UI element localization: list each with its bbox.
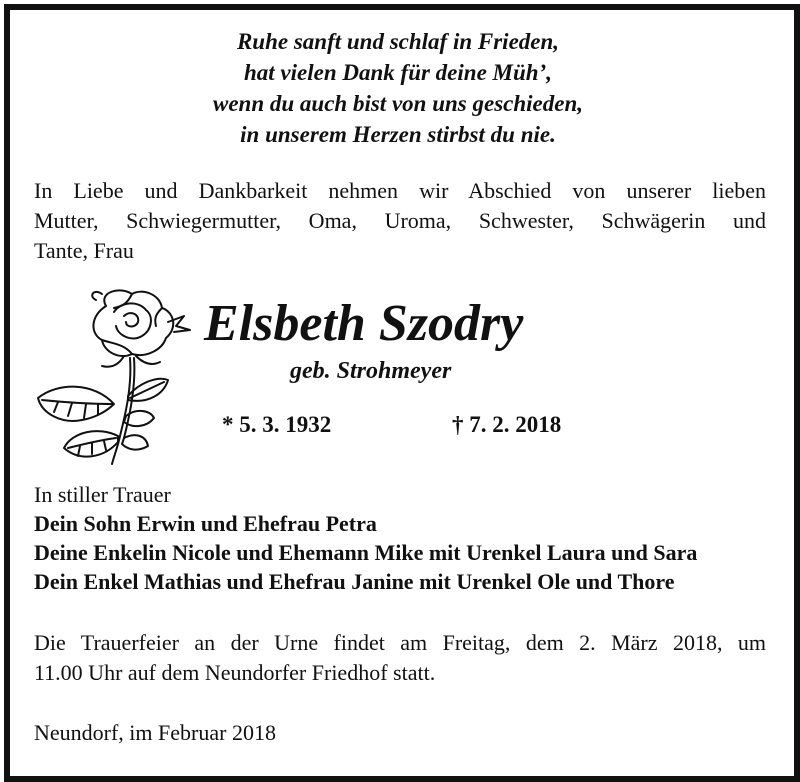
birth-name: geb. Strohmeyer <box>290 358 452 384</box>
memorial-poem <box>0 26 796 150</box>
deceased-name: Elsbeth Szodry <box>204 295 524 352</box>
ceremony-line: 11.00 Uhr auf dem Neundorfer Friedhof statt. <box>34 660 436 685</box>
ceremony-notice <box>34 628 766 688</box>
intro-line: Mutter, Schwiegermutter, Oma, Uroma, Schwester, Schwägerin und <box>34 208 766 233</box>
poem-line: hat vielen Dank für deine Müh’, <box>244 60 552 85</box>
mourner-line: Deine Enkelin Nicole und Ehemann Mike mit Urenkel Laura und Sara <box>34 540 698 565</box>
intro-line: Tante, Frau <box>34 238 134 263</box>
poem-line: Ruhe sanft und schlaf in Frieden, <box>236 29 560 54</box>
mourner-line: Dein Sohn Erwin und Ehefrau Petra <box>34 511 377 536</box>
intro-line: In Liebe und Dankbarkeit nehmen wir Abschied von unserer lieben <box>34 178 766 203</box>
birth-date: * 5. 3. 1932 <box>222 412 332 437</box>
farewell-intro <box>34 176 766 266</box>
mourner-line: Dein Enkel Mathias und Ehefrau Janine mit Urenkel Ole und Thore <box>34 569 675 594</box>
mourners-section <box>34 480 697 596</box>
mourners-heading: In stiller Trauer <box>34 482 171 507</box>
poem-line: in unserem Herzen stirbst du nie. <box>240 122 556 147</box>
poem-line: wenn du auch bist von uns geschieden, <box>213 91 583 116</box>
rose-icon <box>28 286 198 468</box>
death-date: † 7. 2. 2018 <box>452 412 562 437</box>
place-date: Neundorf, im Februar 2018 <box>34 720 276 745</box>
ceremony-line: Die Trauerfeier an der Urne findet am Freitag, dem 2. März 2018, um <box>34 630 766 655</box>
